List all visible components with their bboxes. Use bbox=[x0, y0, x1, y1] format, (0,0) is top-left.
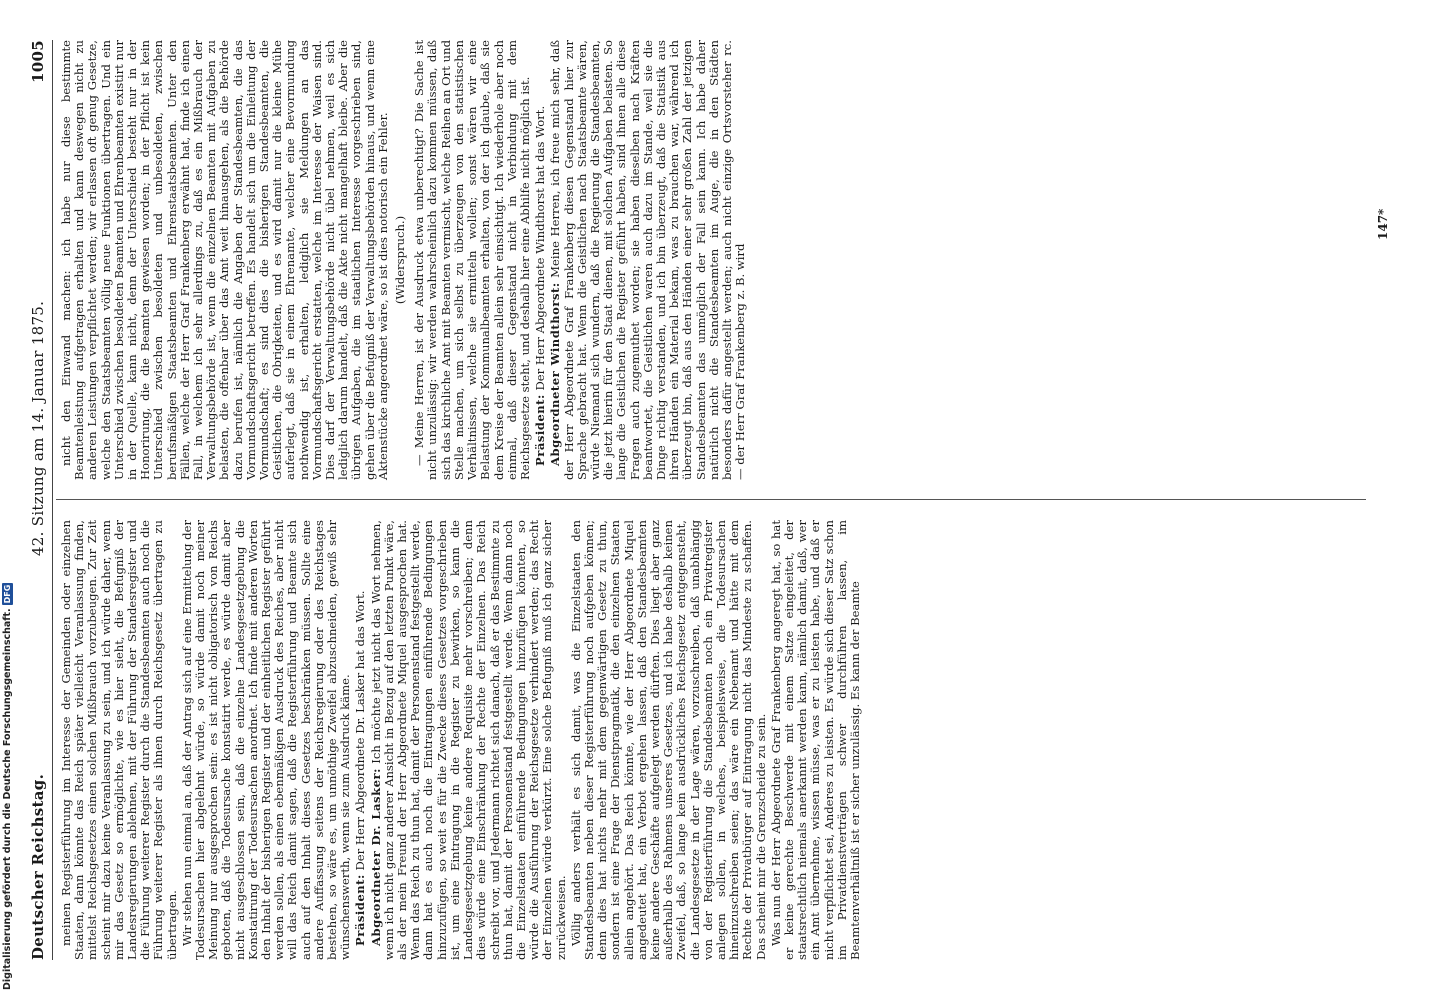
page-header bbox=[24, 40, 53, 960]
page-number: 1005 bbox=[29, 40, 47, 83]
speaker-paragraph bbox=[354, 520, 367, 960]
session-title: 42. Sitzung am 14. Januar 1875. bbox=[29, 300, 47, 557]
speaker-paragraph bbox=[370, 520, 568, 960]
right-column bbox=[60, 40, 747, 480]
footer-strip bbox=[0, 0, 16, 1000]
speaker-paragraph bbox=[549, 40, 747, 480]
body-paragraph: — Meine Herren, ist der Ausdruck etwa unberechtigt? Die Sache ist nicht unzulässig: wir werden wahrscheinlich dazu kommen müssen, daß sich das kirchliche Amt mit Beamten vermischt, welche Reihen an Ort und Stelle machen, um sich selbst zu überzeugen von den statistischen Verhältnissen, welche sie ermitteln wollen; sonst wären wir eine Belastung der Kommunalbeamten erhalten, von der ich glaube, daß sie dem Kreise der Beamten allein sehr einsichtigt. Ich wiederhole aber noch einmal, daß dieser Gegenstand nicht in Verbindung mit dem Reichsgesetze steht, und deshalb hier eine Abhilfe nicht möglich ist. bbox=[412, 40, 532, 480]
speech-text: Der Herr Abgeordnete Dr. Lasker hat das Wort. bbox=[353, 590, 368, 871]
dfg-logo-icon: DFG bbox=[3, 584, 12, 604]
column-divider bbox=[56, 499, 1366, 500]
footer-text: Digitalisierung gefördert durch die Deutsche Forschungsgemeinschaft. bbox=[2, 608, 13, 990]
left-column bbox=[60, 520, 862, 960]
speaker-paragraph bbox=[534, 40, 547, 480]
speech-text: Meine Herren, ich freue mich sehr, daß der Herr Abgeordnete Graf Frankenberg diesen Gegenstand hier zur Sprache gebracht hat. Wenn die Geistlichen nach Staatsbeamte wären, würde Niemand sich wundern, daß die Regierung die Standesbeamten, die jetzt hierin für den Staat dienen, mit solchen Aufgaben belasten. So lange die Geistlichen die Register geführt haben, sind ihnen alle diese Fragen auch zugemuthet worden; sie haben dieselben nach Kräften beantwortet, die Geistlichen waren auch dazu im Stande, weil sie die Dinge richtig verstanden, und ich bin überzeugt, daß die Statistik aus ihren Händen ein Material bekam, was zu brauchen war, während ich überzeugt bin, daß aus den Händen einer sehr großen Zahl der jetzigen Standesbeamten das unmöglich der Fall sein kann. Ich habe daher natürlich nicht die Standesbeamten im Auge, die in den Städten besonders dafür angestellt werden; auch nicht einzige Ortsvorsteher rc. — der Herr Graf Frankenberg z. B. wird bbox=[548, 40, 748, 480]
signature-mark: 147* bbox=[1376, 208, 1390, 240]
stage-direction: (Widerspruch.) bbox=[393, 215, 408, 305]
body-paragraph: Völlig anders verhält es sich damit, was die Einzelstaaten den Standesbeamten neben dieser Registerführung noch aufgeben können; denn dies hat nichts mehr mit dem gegenwärtigen Gesetz zu thun, sondern ist eine Frage der Dienstpragmatik, die den einzelnen Staaten allein angehört. Das Reich könnte, wie der Herr Abgeordnete Miquel angedeutet hat, ein Verbot ergehen lassen, daß den Standesbeamten keine andere Geschäfte aufgelegt werden dürften. Dies liegt aber ganz außerhalb des Rahmens unseres Gesetzes, und ich habe deshalb keinen Zweifel, daß, so lange kein ausdrückliches Reichsgesetz entgegensteht, die Landesgesetze in der Lage wären, vorzuschreiben, daß unabhängig von der Registerführung die Standesbeamten noch ein Privatregister anlegen sollen, in welches, beispielsweise, die Todesursachen hineinzuschreiben seien; das wäre ein Nebenamt und hätte mit dem Rechte der Privatbürger auf Eintragung nicht das Mindeste zu schaffen. Das scheint mir die Grenzscheide zu sein. bbox=[568, 520, 768, 960]
speaker-name: Präsident: bbox=[353, 874, 368, 946]
body-paragraph: nicht den Einwand machen: ich habe nur diese bestimmte Beamtenleistung aufgetragen erhalten und kann deswegen nicht zu anderen Leistungen verpflichtet werden; wir erlassen oft genug Gesetze, welche den Staatsbeamten völlig neue Funktionen übertragen. Und ein Unterschied zwischen besoldeten Beamten und Ehrenbeamten existirt nur in der Quelle, kann nicht, denn der Unterschied besteht nur in der Honorirung, die die Beamten gewiesen worden; in der Pflicht ist kein Unterschied zwischen besoldeten und unbesoldeten, zwischen berufsmäßigen Staatsbeamten und Ehrenstaatsbeamten. Unter den Fällen, welche der Herr Graf Frankenberg erwähnt hat, finde ich einen Fall, in welchem ich sehr allerdings zu, daß es ein Mißbrauch der Verwaltungsbehörde ist, wenn die einzelnen Beamten mit Aufgaben zu belasten, die offenbar über das Amt weit hinausgehen, als die Behörde dazu berufen ist, nämlich die Angaben der Standesbeamten, die das Vormundschaftsgericht betreffen. Es handelt sich um die Einleitung der Vormundschaft; es sind dies die bisherigen Standesbeamten, die Geistlichen, die Obrigkeiten, und es wird damit nur die kleine Mühe auferlegt, daß sie in einem Ehrenamte, welcher eine Bevormundung nothwendig ist, erhalten, lediglich sie Meldungen an das Vormundschaftsgericht erstatten, welche im Interesse der Waisen sind. Dies darf der Verwaltungsbehörde nicht übel nehmen, weil es sich lediglich darum handelt, daß die Akte nicht mangelhaft bleibe. Aber die übrigen Aufgaben, die im staatlichen Interesse vorgeschrieben sind, gehen über die Befugniß der Verwaltungsbehörden hinaus, und wenn eine Aktenstücke angeordnet wäre, so ist dies notorisch ein Fehler. bbox=[59, 40, 390, 480]
speech-text: Ich möchte jetzt nicht das Wort nehmen, wenn ich nicht ganz anderer Ansicht in Bezug auf den letzten Punkt wäre, als der mein Freund der Herr Abgeordnete Miquel ausgesprochen hat. Wenn das Reich zu thun hat, damit der Personenstand festgestellt werde, dann hat es auch noch die Eintragungen einführende Bedingungen hinzuzufügen, so weit es für die Zwecke dieses Gesetzes vorgeschrieben ist, um eine Eintragung in die Register zu bewirken, so kann die Landesgesetzgebung keine andere Requisite mehr vorschreiben; denn dies würde eine Einschränkung der Rechte der Einzelnen. Das Reich schreibt vor, und Jedermann richtet sich danach, daß er das Bestimmte zu thun hat, damit der Personenstand festgestellt werde. Wenn dann noch die Einzelstaaten einführende Bedingungen hinzufügen könnten, so würde die Ausführung der Reichsgesetze verhindert werden; das Recht der Einzelnen würde verkürzt. Eine solche Befugniß muß ich ganz sicher zurückweisen. bbox=[368, 520, 568, 960]
speech-text: Der Herr Abgeordnete Windthorst hat das Wort. bbox=[533, 105, 548, 391]
speaker-name: Präsident: bbox=[533, 394, 548, 466]
funding-footer bbox=[2, 584, 13, 990]
speaker-name: Abgeordneter Windthorst: bbox=[548, 282, 563, 466]
body-paragraph: Was nun der Herr Abgeordnete Graf Frankenberg angeregt hat, so hat er keine gerechte Beschwerde mit einem Satze eingeleitet, der staatsrechtlich niemals anerkannt werden kann, nämlich damit, daß, wer ein Amt übernehme, wissen müsse, was er zu leisten habe, und daß er nicht verpflichtet sei, Anderes zu leisten. Es würde sich dieser Satz schon im Privatdienstverträgen schwer durchführen lassen, im Beamtenverhältniß ist er sicher unzulässig. Es kann der Beamte bbox=[768, 520, 862, 960]
body-paragraph: meinen Registerführung im Interesse der Gemeinden oder einzelnen Staaten, dann könnte das Reich später vielleicht Veranlassung finden, mittelst Reichsgesetzes einen solchen Mißbrauch vorzubeugen. Zur Zeit scheint mir dazu keine Veranlassung zu sein, und ich würde daher, wenn mir das Gesetz so ermöglichte, wie es hier sieht, die Befugniß der Landesregierungen ablehnen, mit der Führung der Standesregister und die Führung weiterer Register durch die Standesbeamten auch noch die Führung weiterer Register als ihnen durch Reichsgesetz übertragen zu übertragen. bbox=[59, 520, 179, 960]
body-paragraph: Wir stehen nun einmal an, daß der Antrag sich auf eine Ermittelung der Todesursachen hier abgelehnt würde, so würde damit noch meiner Meinung nur ausgesprochen sein: es ist nicht obligatorisch von Reichs geboten, daß die Todesursache konstatirt werde, es würde damit aber nicht ausgeschlossen sein, daß die einzelne Landesgesetzgebung die Konstatirung der Todesursachen anordnet. Ich finde mit anderen Worten den Inhalt der bisherigen Register und der einheitlichen Register geführt werden sollen, als einen ebenmäßigen Ausdruck des Reiches, aber nicht will das Reich damit sagen, daß die Registerführung und Beamte sich auch auf den Inhalt dieses Gesetzes beschränken müssen. Sollte eine andere Auffassung seitens der Reichsregierung oder des Reichstages bestehen, so wäre es, um unnöthige Zweifel abzuschneiden, gewiß sehr wünschenswerth, wenn sie zum Ausdruck käme. bbox=[179, 520, 353, 960]
publication-title: Deutscher Reichstag. bbox=[29, 773, 47, 960]
scanned-page bbox=[16, 0, 1396, 1000]
speaker-name: Abgeordneter Dr. Lasker: bbox=[368, 768, 383, 946]
